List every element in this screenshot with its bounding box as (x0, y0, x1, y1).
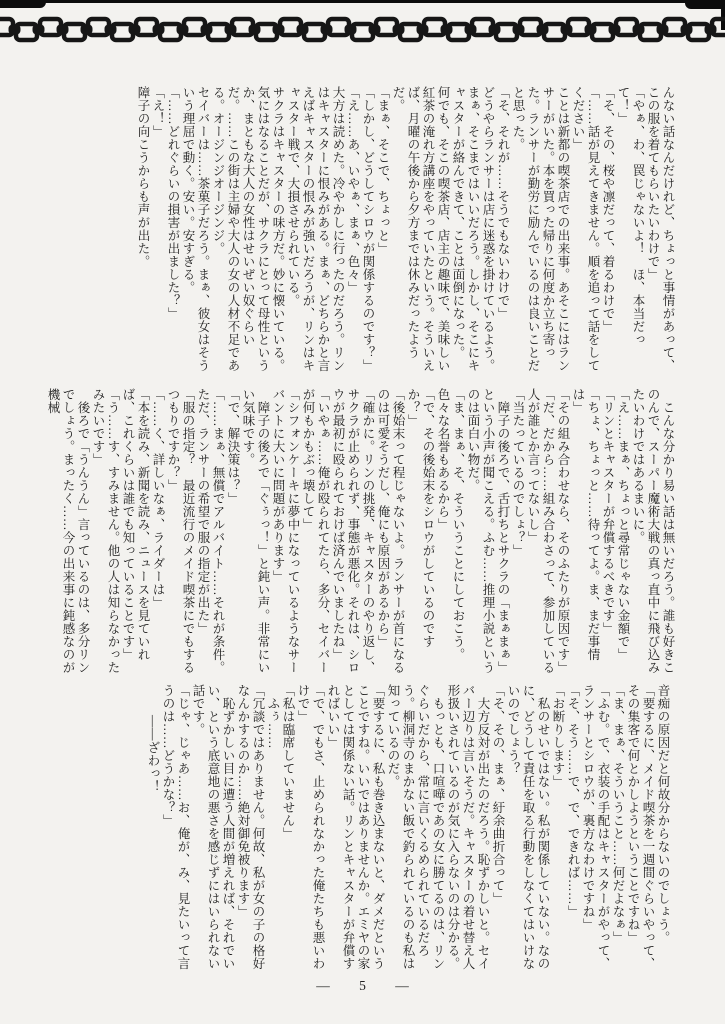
paragraph: 「……まぁ、無償でアルバイト……それが条件。ただ、ランサーの希望で服の指定が出た」 (196, 388, 225, 674)
paragraph: 「服の指定？ 最近流行のメイド喫茶にでもするつもりですか？」 (166, 388, 195, 674)
paragraph: 「本を読み、新聞を読み、ニュースを見ていれば、これくらいは誰でも知っていることです」 (121, 388, 150, 661)
paragraph: 「……話が見えてきません。順を追って話をしてください」 (571, 86, 600, 372)
paragraph: 「お断りします」 (551, 684, 565, 788)
paragraph: 音痴の原因だと何故分からないのでしょう。 (656, 684, 670, 944)
paragraph: 大方は読めた。冷やかしに行ったのだろう。リンはキャスターに恨みがある。まぁ、どちらかと言えばキャスターの恨みが強いだろうが、リンはキャスター戦で、大損させられている。 (286, 86, 345, 372)
paragraph: 障子の後ろで、舌打ちとサクラの「まぁまぁ」という小声が聞こえる。ふむ……推理小説というのは面白い物だ。 (466, 388, 510, 674)
footer-dash-left: — (316, 978, 330, 993)
paragraph: 「う……す、すみません。他の人は知らなかったみたいです」 (91, 388, 120, 674)
paragraph: 私のせいではない。私が関係していない。なのに、どうして責任を取る行動をしなくてはいけないのでしょう？ (506, 684, 550, 970)
paragraph: どうやらランサーは店に迷惑を掛けているよう。まぁ、そこまではいいだろう。しかし、そこにキャスターが絡んできて、ことは面倒になった。 (451, 86, 495, 372)
paragraph: んない話なんだけれど、ちょっと事情があって、この服を着てもらいたいわけで」 (646, 86, 675, 372)
paragraph: 「いやぁ……俺が殴られてたら、多分、セイバーが何もかもぶっ壊して」 (301, 388, 330, 674)
paragraph: 「で、解決策は？」 (226, 388, 240, 505)
paragraph: 「その組み合わせなら、そのふたりが原因です」 (556, 388, 570, 674)
paragraph: 大方反対が出たのだろう。恥ずかしいと。セイバー辺りは言いそうだ。キャスターの着せ替え人形扱いされているのが気に入らないのは分かる。 (446, 684, 490, 970)
paragraph: 「ま、まぁ、そ、そういうことにしておこう。色々な名誉もあるから」 (436, 388, 465, 661)
paragraph: 「リンとキャスターが弁償するべきです」 (601, 388, 615, 635)
paragraph: 「当たっているのでしょ？」 (511, 388, 525, 557)
paragraph: 「ちょ、ちょっと……待ってよ。ま、まだ事情は」 (571, 388, 600, 661)
text-band-2 (30, 388, 675, 676)
paragraph: 「まぁ、そこで、ちょっと」 (376, 86, 390, 255)
paragraph: 「ふむ。で、衣装の手配はキャスターがやって、ランサーとシロウが、裏方なわけですね」 (581, 684, 610, 970)
scan-edge-corner-right (685, 0, 725, 9)
chain-border-icon (0, 12, 725, 52)
paragraph: 「そ、それが……そうでもないわけで」 (496, 86, 510, 320)
paragraph: 「ま、まぁ、そういうこと……何だよなぁ」 (611, 684, 625, 944)
paragraph: 「要するに、メイド喫茶を一週間ぐらいやって、その集客で何とかしようということですね」 (626, 684, 655, 970)
paragraph: 「シフォンケーキに夢中になっているようなサーバントに大いに問題があります」 (271, 388, 300, 674)
paragraph: 「だ、だから……組み合わさって、参加している人が誰とか言ってないし」 (526, 388, 555, 674)
paragraph: もっとも、口喧嘩であの女に勝てるのは、リンぐらいだから、常に言いくるめられているだろう。柳洞寺のまかない飯で釣られているのも私は知っているのだ。 (386, 684, 445, 970)
paragraph: 「え！」 (151, 86, 165, 138)
paragraph: 「後始末って程じゃないよ。ランサーが首になるのは可愛そうだし、俺にも原因があるから」 (376, 388, 405, 674)
paragraph: 何でも、そこの喫茶店、店主の趣味で、美味しい紅茶の淹れ方講座をやっていたという。そういえば、月曜の午後から夕方までは休みだったようだ。 (391, 86, 450, 372)
paragraph: 「しかし、どうしてシロウが関係するのです？」 (361, 86, 375, 372)
paragraph: 「確かに。リンの挑発、キャスターのやり返し、サクラが止められず、事態が悪化。それは、シロウが最初に殴られておけば済んでいましたね」 (331, 388, 375, 674)
paragraph: こんな分かり易い話は無いだろう。誰も好きこのんで、スーパー魔術大戦の真っ直中に飛び込みたいわけではあるまいに。 (631, 388, 675, 674)
paragraph: 「そ、そう……で、で、できれば……」 (566, 684, 580, 918)
paragraph: 恥ずかしい目に遭う人間が増えれば、それでいい、という底意地の悪さを感じずにはいられない話です。 (191, 684, 235, 970)
paragraph: 「……く、詳しいなぁ、ライダーは」 (151, 388, 165, 609)
paragraph: 「そ、その、まぁ、紆余曲折合って」 (491, 684, 505, 905)
text-band-3 (25, 684, 670, 982)
scan-edge-top (0, 0, 725, 3)
page-number: 5 (359, 978, 366, 993)
paragraph: ことは新都の喫茶店での出来事。あそこにはランサーがいた。本を買った帰りに何度か立ち寄った。ランサーが勤労に励んでいるのは良いことだと思った。 (511, 86, 570, 372)
paragraph: 「そ、その、桜や凛だって、着るわけで」 (601, 86, 615, 333)
paragraph: 「……どれぐらいの損害が出ました？」 (166, 86, 180, 320)
paragraph: 「要するに、私も巻き込まないと、ダメだということですね。いいではありませんか。エミヤの家としては関係ない話。リンとキャスターが弁償すればいい」 (326, 684, 385, 970)
paragraph: 障子の後ろで「ぐぅっ！」と鈍い声。非常にいい気味です。 (241, 388, 270, 674)
paragraph: 「で、その後始末をシロウがしているのですか？」 (406, 388, 435, 648)
paragraph: 「じゃ、じゃあ……お、俺が、み、見たいって言うのは……どうかな？」 (161, 684, 190, 970)
paragraph: 「え……まぁ、ちょっと尋常じゃない金額で」 (616, 388, 630, 661)
paragraph: 「冗談ではありません。何故、私が女の子の格好なんかするのか……絶対御免被ります」 (236, 684, 265, 970)
paragraph: 「やぁ、わ、罠じゃないよ！ ほ、本当だって！」 (616, 86, 645, 346)
paragraph: 「私は臨席していません」 (281, 684, 295, 840)
page-number-footer (0, 978, 725, 994)
paragraph: 「で、でもさ、止められなかった俺たちも悪いわけで」 (296, 684, 325, 970)
scan-edge-corner-left (0, 0, 46, 8)
paragraph: 障子の向こうからも声が出た。 (136, 86, 150, 268)
paragraph: ——ざわっ！ (146, 715, 160, 794)
paragraph: サクラはキャスターの味方だ。妙に懐いている。気にはなることだが、サクラにとって母性というか、まともな大人の女性はせいぜい奴ぐらいだ。……この街は主婦や大人の女の人材不足である。オージンジオージンジ。 (211, 86, 285, 372)
paragraph: セイバーは……茶菓子だろう。まぁ、彼女はそういう理屈で動く。安い。安すぎる。 (181, 86, 210, 372)
paragraph: 後ろで「うんうん」言っているのは、多分リンでしょう。まったく……今の出来事に鈍感なのが機械 (46, 388, 90, 674)
paragraph: ふぅ…… (266, 696, 280, 749)
text-band-1 (30, 86, 675, 376)
footer-dash-right: — (395, 978, 409, 993)
paragraph: 「え……あ、いやぁ、まぁ、色々」 (346, 86, 360, 294)
